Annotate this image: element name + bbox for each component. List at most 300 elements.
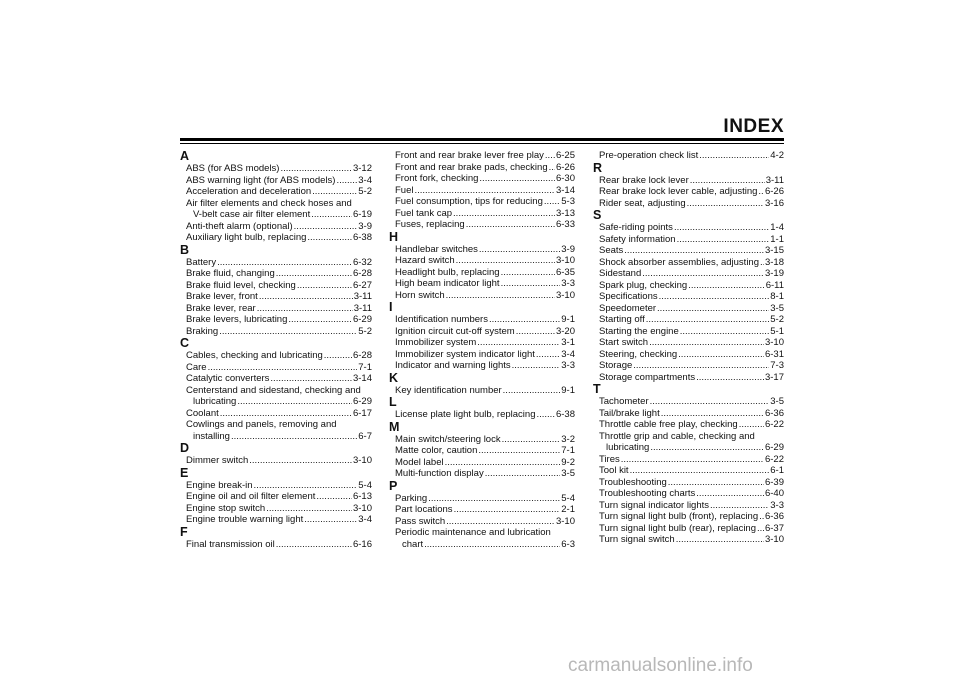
entry-page-number: 3-10	[352, 502, 372, 514]
entry-page-number: 6-33	[555, 219, 575, 230]
entry-text: Periodic maintenance and lubrication	[395, 527, 551, 538]
leader-dots	[501, 267, 555, 279]
index-entry[interactable]	[389, 326, 575, 338]
entry-page-number: 6-26	[764, 186, 784, 197]
index-section	[593, 162, 784, 210]
index-entry[interactable]	[593, 500, 784, 512]
leader-dots	[657, 303, 769, 315]
index-entry[interactable]	[180, 350, 372, 362]
leader-dots	[624, 245, 764, 257]
entry-page-number: 6-17	[352, 407, 372, 419]
index-entry[interactable]	[593, 198, 784, 210]
leader-dots	[446, 290, 555, 302]
entry-page-number: 6-29	[764, 442, 784, 453]
leader-dots	[217, 257, 352, 269]
entry-text: Engine stop switch	[186, 502, 266, 514]
entry-page-number: 6-26	[555, 161, 575, 173]
index-entry[interactable]	[389, 314, 575, 326]
leader-dots	[690, 175, 765, 187]
entry-page-number: 3-13	[555, 207, 575, 219]
index-entry[interactable]	[180, 257, 372, 269]
entry-text: Front and rear brake pads, checking	[395, 161, 548, 173]
index-entry[interactable]	[180, 419, 372, 431]
index-entry[interactable]	[180, 455, 372, 467]
entry-text: Air filter elements and check hoses and	[186, 197, 352, 209]
leader-dots	[630, 465, 770, 477]
leader-dots	[549, 162, 555, 174]
index-entry[interactable]	[593, 303, 784, 315]
header-rule-thick	[180, 138, 784, 141]
index-entry[interactable]	[180, 280, 372, 292]
entry-page-number: 3-4	[358, 174, 372, 186]
entry-page-number: 3-15	[764, 245, 784, 256]
index-entry[interactable]	[593, 175, 784, 187]
index-entry[interactable]	[389, 208, 575, 220]
index-entry[interactable]	[593, 314, 784, 326]
index-entry[interactable]	[389, 445, 575, 457]
entry-text: Cables, checking and lubricating	[186, 350, 323, 361]
index-entry[interactable]	[389, 434, 575, 446]
index-entry[interactable]	[389, 244, 575, 256]
entry-page-number: 3-18	[764, 256, 784, 268]
leader-dots	[237, 396, 352, 408]
section-letter: H	[389, 229, 399, 244]
leader-dots	[674, 222, 769, 234]
leader-dots	[257, 303, 353, 315]
leader-dots	[650, 396, 770, 408]
index-section	[180, 337, 372, 442]
index-entry[interactable]	[593, 372, 784, 384]
entry-text: Horn switch	[395, 289, 445, 301]
leader-dots	[231, 431, 357, 443]
index-entry[interactable]	[593, 419, 784, 431]
leader-dots	[678, 349, 764, 361]
entry-text: Brake fluid, changing	[186, 268, 275, 279]
index-entry[interactable]	[593, 222, 784, 234]
entry-text: ABS (for ABS models)	[186, 163, 280, 174]
entry-page-number: 6-35	[555, 266, 575, 278]
entry-text: High beam indicator light	[395, 278, 500, 289]
entry-page-number: 6-27	[352, 279, 372, 291]
entry-text: Battery	[186, 256, 217, 268]
leader-dots	[276, 539, 352, 551]
leader-dots	[311, 209, 352, 221]
leader-dots	[294, 221, 358, 233]
entry-text: Brake lever, rear	[186, 302, 256, 314]
index-entry[interactable]	[180, 503, 372, 515]
entry-text: Coolant	[186, 407, 219, 419]
entry-page-number: 6-11	[765, 279, 784, 291]
leader-dots	[466, 219, 555, 231]
index-entry[interactable]	[389, 349, 575, 361]
index-entry[interactable]	[389, 493, 575, 505]
entry-page-number: 8-1	[770, 291, 784, 302]
entry-page-number: 5-2	[358, 325, 372, 337]
index-entry[interactable]	[593, 534, 784, 546]
index-entry[interactable]	[389, 185, 575, 197]
entry-page-number: 6-13	[352, 491, 372, 502]
leader-dots	[503, 385, 561, 397]
entry-text: Cowlings and panels, removing and	[186, 419, 337, 430]
index-entry[interactable]	[389, 360, 575, 372]
leader-dots	[445, 457, 561, 469]
index-entry[interactable]	[180, 163, 372, 175]
entry-text: Seats	[599, 245, 624, 256]
entry-text: Rear brake lock lever cable, adjusting	[599, 186, 758, 197]
entry-text: Start switch	[599, 337, 649, 348]
index-entry[interactable]	[180, 539, 372, 551]
index-entry[interactable]	[180, 385, 372, 397]
entry-page-number: 6-22	[764, 419, 784, 430]
index-entry[interactable]	[180, 326, 372, 338]
entry-text: Headlight bulb, replacing	[395, 266, 500, 278]
entry-page-number: 3-10	[352, 455, 372, 466]
entry-page-number: 3-14	[555, 184, 575, 196]
entry-text: Throttle grip and cable, checking and	[599, 430, 755, 442]
entry-page-number: 6-7	[358, 430, 372, 442]
entry-text: Identification numbers	[395, 314, 488, 325]
entry-text: Key identification number	[395, 384, 502, 396]
index-column-2	[389, 150, 575, 550]
index-entry[interactable]	[593, 360, 784, 372]
index-section	[180, 467, 372, 526]
index-entry[interactable]	[389, 457, 575, 469]
index-entry[interactable]	[593, 396, 784, 408]
entry-text: chart	[402, 538, 424, 550]
index-entry[interactable]	[389, 267, 575, 279]
index-section	[180, 526, 372, 551]
index-entry[interactable]	[389, 385, 575, 397]
section-letter: T	[593, 382, 601, 396]
index-section	[389, 150, 575, 231]
entry-page-number: 3-10	[764, 534, 784, 545]
index-entry[interactable]	[389, 468, 575, 480]
entry-page-number: 2-1	[561, 504, 575, 515]
index-section	[389, 421, 575, 480]
entry-page-number: 3-20	[555, 325, 575, 337]
section-letter: C	[180, 336, 190, 350]
leader-dots	[501, 278, 561, 290]
entry-text: Safe-riding points	[599, 222, 673, 233]
index-entry[interactable]	[593, 454, 784, 466]
leader-dots	[336, 175, 357, 187]
entry-page-number: 9-1	[561, 314, 575, 325]
entry-text: Shock absorber assemblies, adjusting	[599, 256, 760, 268]
index-entry[interactable]	[180, 175, 372, 187]
entry-text: Starting the engine	[599, 325, 679, 337]
leader-dots	[760, 257, 764, 269]
index-entry[interactable]	[389, 516, 575, 528]
index-entry[interactable]	[593, 442, 784, 454]
leader-dots	[757, 523, 764, 535]
index-entry[interactable]	[180, 362, 372, 374]
entry-text: Rider seat, adjusting	[599, 197, 686, 209]
index-entry[interactable]	[593, 488, 784, 500]
leader-dots	[485, 468, 561, 480]
index-entry[interactable]	[389, 527, 575, 539]
entry-page-number: 6-1	[770, 465, 784, 476]
index-section	[389, 480, 575, 551]
leader-dots	[642, 268, 764, 280]
index-entry[interactable]	[389, 162, 575, 174]
entry-page-number: 6-25	[555, 150, 575, 161]
entry-page-number: 3-9	[358, 220, 372, 232]
entry-text: Front fork, checking	[395, 173, 479, 184]
index-section	[389, 231, 575, 302]
leader-dots	[544, 196, 560, 208]
entry-page-number: 6-16	[352, 538, 372, 550]
index-entry[interactable]	[593, 349, 784, 361]
index-entry[interactable]	[389, 173, 575, 185]
leader-dots	[545, 150, 555, 162]
index-column-3	[593, 150, 784, 546]
index-entry[interactable]	[389, 504, 575, 516]
index-entry[interactable]	[593, 257, 784, 269]
index-entry[interactable]	[180, 396, 372, 408]
entry-page-number: 3-3	[561, 360, 575, 371]
entry-page-number: 3-5	[561, 468, 575, 479]
entry-page-number: 3-10	[764, 337, 784, 348]
entry-page-number: 3-3	[770, 499, 784, 511]
entry-page-number: 6-36	[764, 511, 784, 522]
entry-text: Spark plug, checking	[599, 279, 688, 291]
entry-page-number: 5-1	[770, 325, 784, 337]
index-entry[interactable]	[593, 431, 784, 443]
leader-dots	[536, 349, 560, 361]
entry-text: Handlebar switches	[395, 243, 478, 255]
leader-dots	[668, 477, 764, 489]
index-entry[interactable]	[593, 234, 784, 246]
entry-text: Auxiliary light bulb, replacing	[186, 232, 307, 243]
entry-text: Matte color, caution	[395, 445, 478, 456]
entry-text: Multi-function display	[395, 468, 484, 479]
entry-text: V-belt case air filter element	[193, 209, 311, 220]
leader-dots	[696, 488, 764, 500]
entry-text: Tail/brake light	[599, 407, 660, 419]
entry-text: Engine break-in	[186, 479, 253, 491]
index-entry[interactable]	[180, 431, 372, 443]
index-section	[593, 383, 784, 546]
index-section	[180, 244, 372, 338]
index-entry[interactable]	[180, 232, 372, 244]
entry-text: Troubleshooting	[599, 476, 667, 488]
entry-page-number: 6-40	[764, 488, 784, 499]
index-entry[interactable]	[180, 373, 372, 385]
entry-page-number: 6-30	[555, 173, 575, 184]
entry-page-number: 3-3	[561, 278, 575, 289]
index-entry[interactable]	[389, 539, 575, 551]
entry-page-number: 6-36	[764, 407, 784, 419]
index-entry[interactable]	[389, 150, 575, 162]
entry-page-number: 6-31	[764, 348, 784, 360]
entry-text: Fuel	[395, 184, 414, 196]
entry-text: Specifications	[599, 291, 658, 302]
entry-page-number: 6-37	[764, 522, 784, 534]
entry-text: Fuses, replacing	[395, 219, 465, 230]
entry-page-number: 7-1	[358, 361, 372, 373]
leader-dots	[456, 255, 555, 267]
leader-dots	[414, 185, 555, 197]
entry-page-number: 6-3	[561, 538, 575, 550]
index-entry[interactable]	[180, 491, 372, 503]
leader-dots	[650, 442, 764, 454]
index-entry[interactable]	[389, 290, 575, 302]
leader-dots	[324, 350, 352, 362]
section-letter: M	[389, 419, 400, 434]
leader-dots	[220, 408, 352, 420]
leader-dots	[759, 511, 764, 523]
leader-dots	[688, 280, 764, 292]
entry-text: Immobilizer system indicator light	[395, 348, 535, 360]
section-letter: S	[593, 208, 602, 222]
index-entry[interactable]	[593, 511, 784, 523]
section-letter: B	[180, 242, 190, 257]
index-entry[interactable]	[180, 514, 372, 526]
index-entry[interactable]	[389, 409, 575, 421]
entry-text: License plate light bulb, replacing	[395, 409, 536, 420]
entry-text: Centerstand and sidestand, checking and	[186, 384, 361, 396]
entry-text: Parking	[395, 492, 428, 504]
entry-text: Engine trouble warning light	[186, 514, 304, 525]
leader-dots	[699, 150, 769, 162]
entry-text: installing	[193, 430, 230, 442]
index-entry[interactable]	[389, 255, 575, 267]
index-entry[interactable]	[180, 209, 372, 221]
index-entry[interactable]	[180, 198, 372, 210]
leader-dots	[297, 280, 352, 292]
entry-page-number: 6-19	[352, 209, 372, 220]
entry-page-number: 6-29	[352, 396, 372, 407]
entry-text: Brake fluid level, checking	[186, 279, 296, 291]
entry-text: Main switch/steering lock	[395, 433, 501, 445]
section-letter: E	[180, 465, 189, 480]
entry-text: Acceleration and deceleration	[186, 186, 312, 197]
leader-dots	[259, 291, 353, 303]
index-entry[interactable]	[593, 291, 784, 303]
entry-page-number: 5-4	[561, 492, 575, 504]
entry-text: Hazard switch	[395, 255, 455, 266]
leader-dots	[249, 455, 352, 467]
index-entry[interactable]	[593, 408, 784, 420]
index-entry[interactable]	[180, 314, 372, 326]
index-section	[180, 150, 372, 244]
index-entry[interactable]	[180, 480, 372, 492]
index-entry[interactable]	[389, 278, 575, 290]
entry-page-number: 5-4	[358, 479, 372, 491]
entry-text: Tires	[599, 453, 620, 465]
entry-text: lubricating	[193, 396, 237, 407]
leader-dots	[739, 419, 764, 431]
index-entry[interactable]	[593, 477, 784, 489]
watermark: carmanualsonline.info	[568, 655, 753, 676]
entry-text: Indicator and warning lights	[395, 360, 511, 371]
entry-text: Speedometer	[599, 302, 657, 314]
leader-dots	[479, 244, 560, 256]
section-letter: F	[180, 524, 188, 539]
entry-page-number: 3-16	[764, 197, 784, 209]
entry-page-number: 3-5	[770, 302, 784, 314]
entry-page-number: 3-10	[555, 289, 575, 301]
leader-dots	[646, 314, 769, 326]
index-entry[interactable]	[593, 245, 784, 257]
index-entry[interactable]	[180, 186, 372, 198]
entry-text: Ignition circuit cut-off system	[395, 325, 515, 337]
entry-text: Part locations	[395, 504, 453, 515]
index-entry[interactable]	[180, 268, 372, 280]
entry-text: ABS warning light (for ABS models)	[186, 174, 336, 186]
index-entry[interactable]	[593, 326, 784, 338]
entry-text: Engine oil and oil filter element	[186, 491, 316, 502]
entry-text: Rear brake lock lever	[599, 174, 689, 186]
leader-dots	[661, 408, 764, 420]
entry-page-number: 6-28	[352, 350, 372, 361]
entry-text: Safety information	[599, 233, 676, 245]
index-entry[interactable]	[389, 219, 575, 231]
index-entry[interactable]	[389, 196, 575, 208]
index-entry[interactable]	[593, 280, 784, 292]
index-section	[593, 150, 784, 162]
leader-dots	[254, 480, 358, 492]
index-entry[interactable]	[593, 523, 784, 535]
entry-text: Fuel tank cap	[395, 207, 453, 219]
leader-dots	[288, 314, 352, 326]
entry-page-number: 1-1	[770, 233, 784, 245]
index-entry[interactable]	[593, 150, 784, 162]
header-rule-thin	[180, 143, 784, 144]
entry-text: Immobilizer system	[395, 337, 477, 348]
entry-page-number: 4-2	[770, 150, 784, 161]
index-entry[interactable]	[593, 465, 784, 477]
entry-page-number: 7-3	[770, 360, 784, 371]
leader-dots	[270, 373, 352, 385]
leader-dots	[280, 163, 352, 175]
entry-page-number: 3-2	[561, 433, 575, 445]
index-entry[interactable]	[180, 408, 372, 420]
leader-dots	[512, 360, 561, 372]
index-entry[interactable]	[180, 291, 372, 303]
entry-page-number: 9-1	[561, 384, 575, 396]
entry-text: Brake lever, front	[186, 291, 258, 302]
entry-text: Turn signal indicator lights	[599, 499, 710, 511]
index-section	[389, 372, 575, 397]
index-entry[interactable]	[180, 303, 372, 315]
leader-dots	[502, 434, 561, 446]
section-letter: L	[389, 395, 397, 409]
entry-page-number: 5-2	[358, 186, 372, 197]
entry-page-number: 3-10	[555, 255, 575, 266]
entry-text: Fuel consumption, tips for reducing	[395, 196, 543, 207]
leader-dots	[696, 372, 764, 384]
index-entry[interactable]	[180, 221, 372, 233]
entry-page-number: 6-22	[764, 453, 784, 465]
index-section	[389, 301, 575, 372]
entry-text: Catalytic converters	[186, 373, 270, 384]
entry-text: Troubleshooting charts	[599, 488, 696, 499]
leader-dots	[453, 208, 555, 220]
index-entry[interactable]	[593, 186, 784, 198]
entry-page-number: 3-9	[561, 243, 575, 255]
leader-dots	[276, 268, 352, 280]
entry-text: Tachometer	[599, 396, 649, 407]
index-entry[interactable]	[593, 337, 784, 349]
index-entry[interactable]	[389, 337, 575, 349]
index-entry[interactable]	[593, 268, 784, 280]
leader-dots	[304, 514, 357, 526]
index-section	[389, 396, 575, 421]
leader-dots	[478, 445, 560, 457]
entry-page-number: 3-4	[561, 348, 575, 360]
entry-text: Pass switch	[395, 515, 446, 527]
